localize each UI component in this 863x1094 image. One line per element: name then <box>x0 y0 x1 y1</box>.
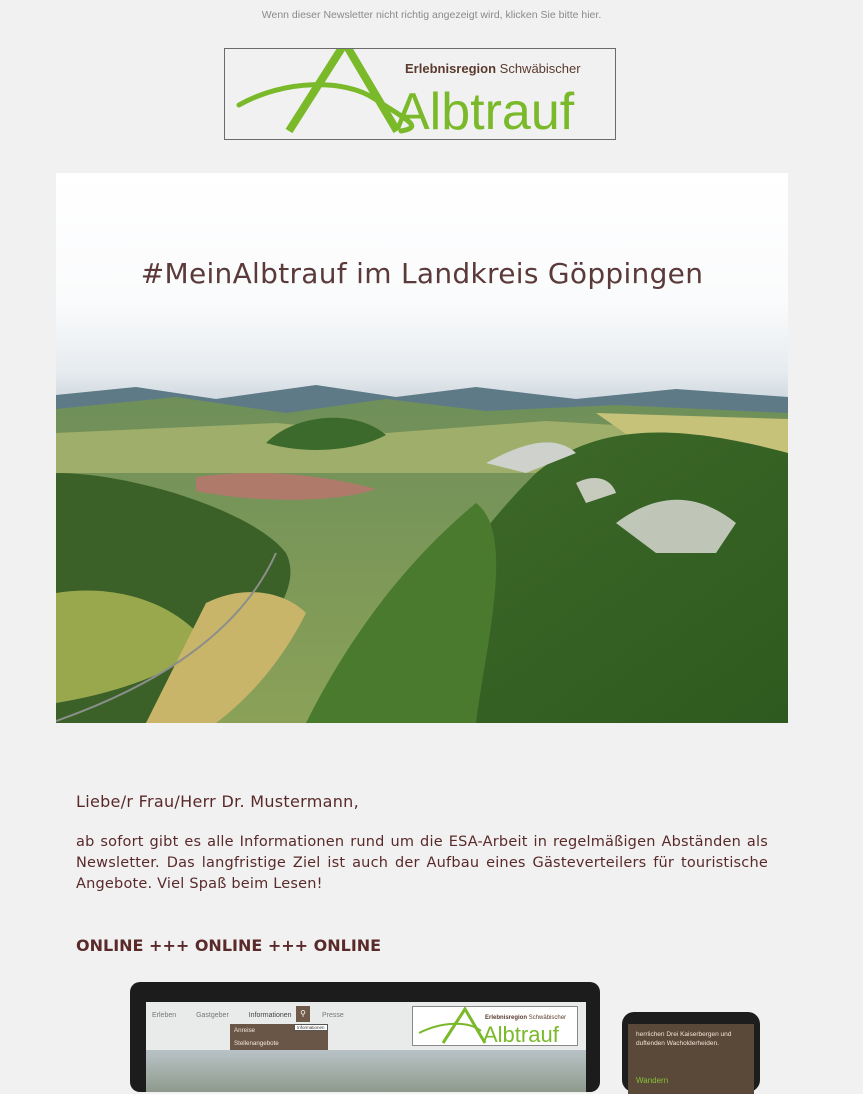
letter-greeting: Liebe/r Frau/Herr Dr. Mustermann, <box>76 792 360 811</box>
landscape-aerial-illustration <box>56 173 788 723</box>
preview-albtrauf-logo <box>412 1006 578 1046</box>
phone-mockup <box>622 1012 760 1092</box>
logo-wordmark: Albtrauf <box>395 83 575 141</box>
website-preview-image[interactable] <box>128 980 768 1085</box>
preview-logo-subtitle-rest: Schwäbischer <box>528 1015 567 1021</box>
phone-link-wandern: Wandern <box>636 1076 669 1085</box>
preview-logo-subtitle-bold: Erlebnisregion <box>485 1015 528 1021</box>
desktop-monitor-mockup <box>130 982 600 1092</box>
phone-screen <box>628 1024 754 1094</box>
logo-subtitle-rest: Schwäbischer <box>499 61 581 76</box>
view-in-browser-link[interactable]: Wenn dieser Newsletter nicht richtig angezeigt wird, klicken Sie bitte hier. <box>261 9 602 21</box>
preview-hero-image <box>146 1050 586 1092</box>
hero-title: #MeinAlbtrauf im Landkreis Göppingen <box>140 257 704 290</box>
albtrauf-logo[interactable] <box>224 48 616 140</box>
preview-dropdown-item: Stellenangebote <box>234 1040 279 1047</box>
hero-image <box>56 173 788 723</box>
browser-view-notice <box>0 9 863 21</box>
preview-nav-item: Informationen <box>248 1012 292 1019</box>
phone-text: herrlichen Drei Kaiserbergen und duftenden Wacholderheiden. <box>636 1031 732 1047</box>
letter-intro-paragraph: ab sofort gibt es alle Informationen rund um die ESA-Arbeit in regelmäßigen Abständen als Newsletter. Das langfristige Ziel ist auch der Aufbau eines Gästeverteilers für touristische Angebote. Viel Spaß beim Lesen! <box>76 834 768 892</box>
preview-logo-wordmark: Albtrauf <box>483 1022 559 1047</box>
svg-text:Erlebnisregion Schwäbischer <box>485 1015 566 1021</box>
preview-nav-item: Presse <box>322 1012 344 1019</box>
preview-nav-item: Erleben <box>152 1012 177 1019</box>
preview-nav <box>152 1012 310 1019</box>
section-heading-online: ONLINE +++ ONLINE +++ ONLINE <box>76 936 382 955</box>
svg-text:Erlebnisregion Schwäbisc <box>405 61 581 76</box>
logo-subtitle-bold: Erlebnisregion <box>405 61 497 76</box>
preview-tooltip: Informationen <box>294 1024 328 1031</box>
preview-nav-item: Gastgeber <box>196 1012 229 1019</box>
preview-dropdown-item: Anreise <box>234 1027 255 1034</box>
search-icon: ⚲ <box>296 1006 310 1022</box>
albtrauf-logo-graphic <box>225 49 617 141</box>
